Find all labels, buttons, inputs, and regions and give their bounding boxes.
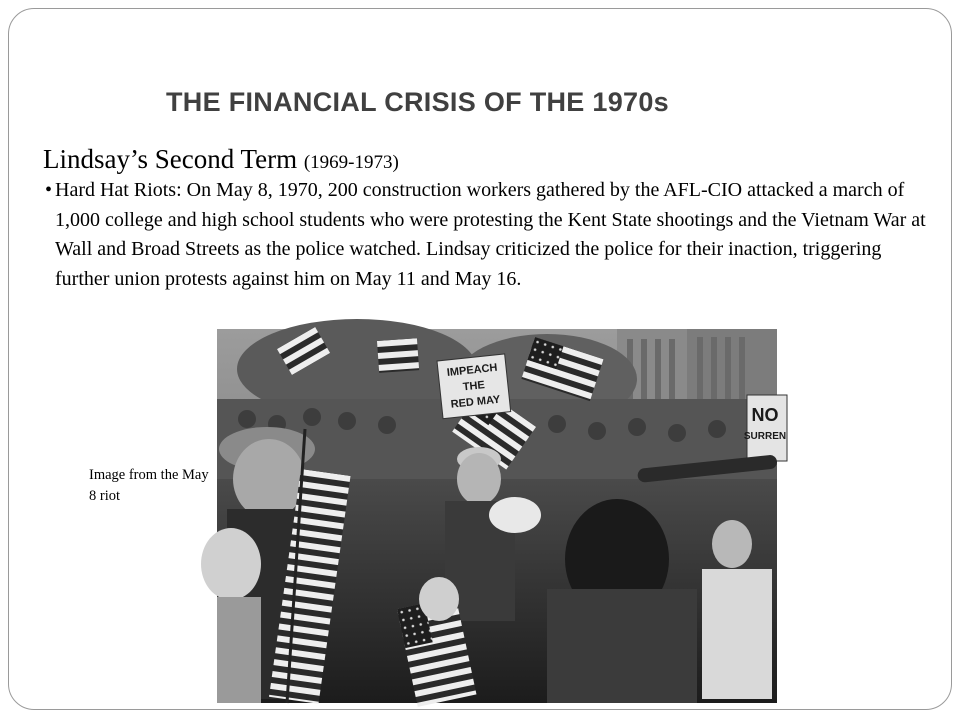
image-caption: Image from the May 8 riot	[89, 467, 209, 504]
sign-line-2: THE	[462, 379, 486, 394]
bullet-text: Hard Hat Riots: On May 8, 1970, 200 construction workers gathered by the AFL-CIO attacked a march of 1,000 college and high school students who were protesting the Kent State shootings and the Vietnam War at Wall and Broad Streets as the police watched. Lindsay criticized the police for their inaction, triggering further union protests against him on May 11 and May 16.	[55, 179, 926, 290]
slide-subtitle	[43, 144, 399, 175]
sign-line-1: IMPEACH	[446, 361, 499, 379]
subtitle-years: (1969-1973)	[303, 152, 399, 173]
bullet-paragraph	[45, 176, 935, 294]
slide	[8, 8, 952, 710]
sign-right-line-1: NO	[751, 405, 779, 425]
impeach-sign	[437, 354, 511, 419]
sign-line-3: RED MAY	[450, 393, 501, 411]
sign-right-line-2: SURREN	[743, 431, 787, 442]
surrender-sign	[744, 395, 787, 461]
riot-photo	[217, 329, 787, 703]
riot-photo-illustration	[217, 329, 787, 703]
slide-title: THE FINANCIAL CRISIS OF THE 1970s	[166, 87, 669, 117]
subtitle-main: Lindsay’s Second Term	[43, 144, 298, 174]
bullet-marker: •	[45, 179, 53, 201]
